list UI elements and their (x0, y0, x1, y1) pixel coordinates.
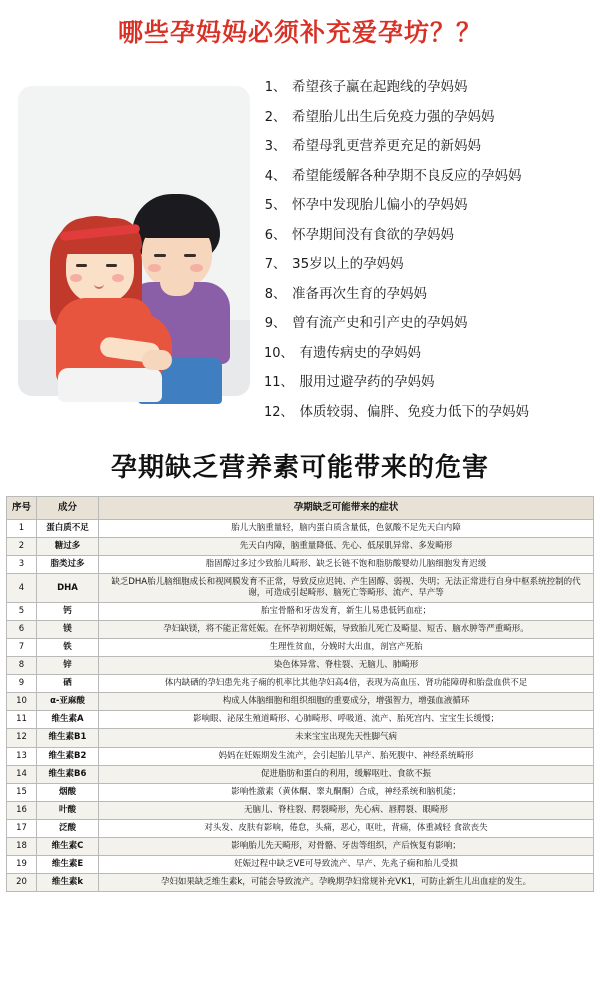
list-item-label: 希望母乳更营养更充足的新妈妈 (292, 138, 481, 155)
cell-nutrient: 钙 (37, 603, 99, 621)
list-item-label: 怀孕期间没有食欲的孕妈妈 (292, 226, 454, 243)
cell-symptoms: 对头发、皮肤有影响，倦怠，头痛，恶心，呕吐，背痛，体重减轻 食欲丧失 (99, 819, 594, 837)
table-row (7, 783, 594, 801)
cell-symptoms: 脂固醇过多过少致胎儿畸形、缺乏长链不饱和脂肪酸婴幼儿脑细胞发育迟缓 (99, 556, 594, 574)
cell-symptoms: 先天白内障，脑重量降低、先心、低尿肌异常、多发畸形 (99, 537, 594, 555)
list-item (264, 78, 582, 97)
woman-left-eye-shape (76, 264, 87, 267)
list-item (264, 314, 582, 333)
cell-nutrient: 维生素k (37, 873, 99, 891)
cell-nutrient: 维生素A (37, 711, 99, 729)
cell-nutrient: 泛酸 (37, 819, 99, 837)
list-item-label: 希望胎儿出生后免疫力强的孕妈妈 (292, 108, 495, 125)
cell-index: 19 (7, 855, 37, 873)
list-item-number: 9、 (264, 316, 286, 332)
cell-index: 18 (7, 837, 37, 855)
cell-symptoms: 促进脂肪和蛋白的利用，缓解呕吐、食欲不振 (99, 765, 594, 783)
list-item-number: 8、 (264, 286, 286, 302)
cell-symptoms: 胎宝骨骼和牙齿发育，新生儿易患低钙血症； (99, 603, 594, 621)
table-header-row (7, 496, 594, 519)
cell-nutrient: 糖过多 (37, 537, 99, 555)
cell-index: 15 (7, 783, 37, 801)
table-row (7, 574, 594, 603)
table-row (7, 537, 594, 555)
cell-nutrient: 烟酸 (37, 783, 99, 801)
cell-symptoms: 影响胎儿先天畸形，对骨骼、牙齿等组织，产后恢复有影响； (99, 837, 594, 855)
cell-symptoms: 孕妇如果缺乏维生素k，可能会导致流产。孕晚期孕妇常规补充VK1，可防止新生儿出血症的发生。 (99, 873, 594, 891)
table-row (7, 837, 594, 855)
table-row (7, 603, 594, 621)
cell-index: 10 (7, 693, 37, 711)
cell-symptoms: 生理性贫血，分娩时大出血，剖宫产死胎 (99, 639, 594, 657)
woman-right-cheek-shape (112, 274, 124, 282)
list-item (264, 373, 582, 392)
list-item-number: 7、 (264, 257, 286, 273)
cell-nutrient: 镁 (37, 621, 99, 639)
cell-symptoms: 影响性激素（黄体酮、睾丸酮酮）合成，神经系统和脑机能； (99, 783, 594, 801)
cell-symptoms: 妊娠过程中缺乏VE可导致流产、早产、先兆子痫和胎儿受损 (99, 855, 594, 873)
nutrient-table-container (0, 496, 600, 902)
cell-nutrient: 脂类过多 (37, 556, 99, 574)
cell-index: 7 (7, 639, 37, 657)
woman-right-eye-shape (106, 264, 117, 267)
cell-index: 4 (7, 574, 37, 603)
cell-index: 1 (7, 519, 37, 537)
table-row (7, 519, 594, 537)
list-item-number: 4、 (264, 168, 286, 184)
illustration-container (8, 62, 260, 408)
table-body (7, 519, 594, 891)
list-item-label: 35岁以上的孕妈妈 (292, 256, 404, 273)
list-item-label: 准备再次生育的孕妈妈 (292, 285, 427, 302)
cell-nutrient: 硒 (37, 675, 99, 693)
cell-nutrient: DHA (37, 574, 99, 603)
cell-symptoms: 妈妈在妊娠期发生流产，会引起胎儿早产、胎死腹中、神经系统畸形 (99, 747, 594, 765)
list-item (264, 108, 582, 127)
list-item (264, 344, 582, 363)
table-row (7, 819, 594, 837)
cell-symptoms: 无脑儿、脊柱裂、腭裂畸形，先心病、唇腭裂、眼畸形 (99, 801, 594, 819)
cell-symptoms: 体内缺硒的孕妇患先兆子痫的机率比其他孕妇高4倍，表现为高血压、肾功能障碍和胎盘血供不足 (99, 675, 594, 693)
man-left-eye-shape (154, 254, 166, 257)
list-item-label: 体质较弱、偏胖、免疫力低下的孕妈妈 (299, 404, 530, 421)
cell-symptoms: 胎儿大脑重量轻，脑内蛋白质含量低，色氨酸不足先天白内障 (99, 519, 594, 537)
column-header-symptoms: 孕期缺乏可能带来的症状 (99, 496, 594, 519)
cell-nutrient: 维生素B6 (37, 765, 99, 783)
table-row (7, 711, 594, 729)
cell-nutrient: 维生素E (37, 855, 99, 873)
cell-index: 16 (7, 801, 37, 819)
table-row (7, 801, 594, 819)
list-item-number: 12、 (264, 405, 294, 421)
page-title: 哪些孕妈妈必须补充爱孕坊？？ (117, 18, 482, 47)
cell-index: 13 (7, 747, 37, 765)
table-row (7, 873, 594, 891)
list-item (264, 196, 582, 215)
cell-index: 20 (7, 873, 37, 891)
list-item-number: 3、 (264, 139, 286, 155)
cell-symptoms: 染色体异常、脊柱裂、无脑儿、肺畸形 (99, 657, 594, 675)
pregnant-couple-illustration (14, 68, 254, 408)
man-right-eye-shape (184, 254, 196, 257)
man-hand-shape (142, 350, 172, 370)
list-item-number: 2、 (264, 109, 286, 125)
list-item-label: 曾有流产史和引产史的孕妈妈 (292, 315, 468, 332)
cell-index: 5 (7, 603, 37, 621)
table-row (7, 765, 594, 783)
list-item-number: 5、 (264, 198, 286, 214)
list-item-number: 6、 (264, 227, 286, 243)
man-fringe-shape (138, 208, 218, 238)
cell-index: 2 (7, 537, 37, 555)
list-item-number: 10、 (264, 345, 294, 361)
cell-index: 14 (7, 765, 37, 783)
table-row (7, 729, 594, 747)
list-item (264, 137, 582, 156)
cell-symptoms: 构成人体脑细胞和组织细胞的重要成分，增强智力，增强血液循环 (99, 693, 594, 711)
list-item-label: 怀孕中发现胎儿偏小的孕妈妈 (292, 197, 468, 214)
cell-symptoms: 未来宝宝出现先天性脚气病 (99, 729, 594, 747)
column-header-nutrient: 成分 (37, 496, 99, 519)
cell-nutrient: α-亚麻酸 (37, 693, 99, 711)
table-row (7, 747, 594, 765)
list-item-label: 希望能缓解各种孕期不良反应的孕妈妈 (292, 167, 522, 184)
cell-nutrient: 维生素B1 (37, 729, 99, 747)
cell-index: 11 (7, 711, 37, 729)
list-item (264, 226, 582, 245)
table-row (7, 639, 594, 657)
cell-symptoms: 影响眼、泌尿生殖道畸形、心肺畸形、呼吸道、流产、胎死宫内、宝宝生长缓慢； (99, 711, 594, 729)
table-row (7, 675, 594, 693)
cell-index: 17 (7, 819, 37, 837)
column-header-index: 序号 (7, 496, 37, 519)
cell-symptoms: 孕妇缺镁，将不能正常妊娠。在怀孕初期妊娠，导致胎儿死亡及畸显、短舌、脑水肿等严重畸形。 (99, 621, 594, 639)
woman-skirt-shape (58, 368, 162, 402)
table-row (7, 855, 594, 873)
nutrient-deficiency-table (6, 496, 594, 892)
list-item (264, 285, 582, 304)
cell-nutrient: 叶酸 (37, 801, 99, 819)
cell-index: 6 (7, 621, 37, 639)
cell-nutrient: 维生素B2 (37, 747, 99, 765)
list-item (264, 255, 582, 274)
man-left-cheek-shape (148, 264, 161, 272)
list-item-number: 11、 (264, 375, 294, 391)
cell-nutrient: 蛋白质不足 (37, 519, 99, 537)
cell-index: 9 (7, 675, 37, 693)
list-item-label: 希望孩子赢在起跑线的孕妈妈 (292, 79, 468, 95)
list-item (264, 167, 582, 186)
list-item-number: 1、 (264, 80, 286, 95)
cell-index: 8 (7, 657, 37, 675)
cell-nutrient: 维生素C (37, 837, 99, 855)
section-heading: 孕期缺乏营养素可能带来的危害 (110, 452, 489, 483)
list-item (264, 403, 582, 422)
cell-index: 12 (7, 729, 37, 747)
cell-symptoms: 缺乏DHA胎儿脑细胞成长和视网膜发育不正常，导致反应迟钝、产生固醇、弱视、失明；无法正常进行自身中枢系统控制的代谢，可造成引起畸形、脑死亡等畸形、流产、早产等 (99, 574, 594, 603)
man-right-cheek-shape (190, 264, 203, 272)
table-row (7, 556, 594, 574)
list-item-label: 有遗传病史的孕妈妈 (299, 344, 422, 361)
cell-nutrient: 锌 (37, 657, 99, 675)
table-row (7, 621, 594, 639)
table-row (7, 693, 594, 711)
hero-section (0, 58, 600, 433)
table-row (7, 657, 594, 675)
woman-left-cheek-shape (70, 274, 82, 282)
cell-index: 3 (7, 556, 37, 574)
list-item-label: 服用过避孕药的孕妈妈 (299, 374, 435, 391)
cell-nutrient: 铁 (37, 639, 99, 657)
reasons-list (260, 62, 592, 433)
